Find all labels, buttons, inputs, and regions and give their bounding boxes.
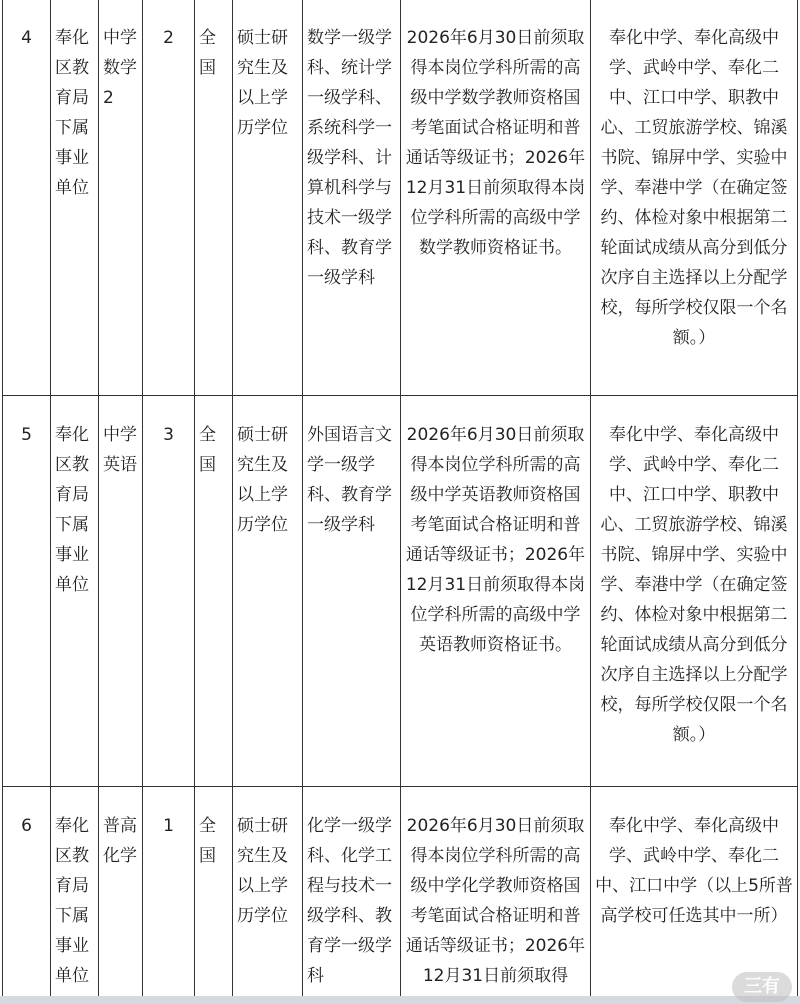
assigned-schools: 奉化中学、奉化高级中学、武岭中学、奉化二中、江口中学、职教中心、工贸旅游学校、锦溪书院、锦屏中学、实验中学、奉港中学（在确定签约、体检对象中根据第二轮面试成绩从高分到低分次序自主选择以上分配学校，每所学校仅限一个名额。）: [591, 396, 798, 787]
degree-requirement: 硕士研究生及以上学历学位: [233, 396, 303, 787]
table-row: [3, 787, 798, 1004]
row-number: 5: [3, 396, 51, 787]
post-name: 中学英语: [99, 396, 143, 787]
bottom-scroll-bar[interactable]: [0, 996, 800, 1004]
recruit-area: 全国: [195, 787, 233, 1004]
major-requirement: 化学一级学科、化学工程与技术一级学科、教育学一级学科: [303, 787, 401, 1004]
table-row: [3, 0, 798, 396]
other-requirements: 2026年6月30日前须取得本岗位学科所需的高级中学数学教师资格国考笔面试合格证明和普通话等级证书；2026年12月31日前须取得本岗位学科所需的高级中学数学教师资格证书。: [401, 0, 591, 396]
major-requirement: 外国语言文学一级学科、教育学一级学科: [303, 396, 401, 787]
row-number: 4: [3, 0, 51, 396]
recruitment-table: [2, 0, 798, 1004]
assigned-schools: 奉化中学、奉化高级中学、武岭中学、奉化二中、江口中学（以上5所普高学校可任选其中一所）: [591, 787, 798, 1004]
row-number: 6: [3, 787, 51, 1004]
employer-unit: 奉化区教育局下属事业单位: [51, 787, 99, 1004]
recruit-area: 全国: [195, 396, 233, 787]
hiring-count: 3: [143, 396, 195, 787]
recruit-area: 全国: [195, 0, 233, 396]
assigned-schools: 奉化中学、奉化高级中学、武岭中学、奉化二中、江口中学、职教中心、工贸旅游学校、锦溪书院、锦屏中学、实验中学、奉港中学（在确定签约、体检对象中根据第二轮面试成绩从高分到低分次序自主选择以上分配学校，每所学校仅限一个名额。）: [591, 0, 798, 396]
employer-unit: 奉化区教育局下属事业单位: [51, 0, 99, 396]
other-requirements: 2026年6月30日前须取得本岗位学科所需的高级中学英语教师资格国考笔面试合格证明和普通话等级证书；2026年12月31日前须取得本岗位学科所需的高级中学英语教师资格证书。: [401, 396, 591, 787]
watermark-badge: 三有: [732, 972, 792, 1002]
post-name: 中学数学2: [99, 0, 143, 396]
hiring-count: 2: [143, 0, 195, 396]
employer-unit: 奉化区教育局下属事业单位: [51, 396, 99, 787]
table-row: [3, 396, 798, 787]
other-requirements: 2026年6月30日前须取得本岗位学科所需的高级中学化学教师资格国考笔面试合格证明和普通话等级证书；2026年12月31日前须取得: [401, 787, 591, 1004]
hiring-count: 1: [143, 787, 195, 1004]
degree-requirement: 硕士研究生及以上学历学位: [233, 787, 303, 1004]
major-requirement: 数学一级学科、统计学一级学科、系统科学一级学科、计算机科学与技术一级学科、教育学一级学科: [303, 0, 401, 396]
degree-requirement: 硕士研究生及以上学历学位: [233, 0, 303, 396]
post-name: 普高化学: [99, 787, 143, 1004]
